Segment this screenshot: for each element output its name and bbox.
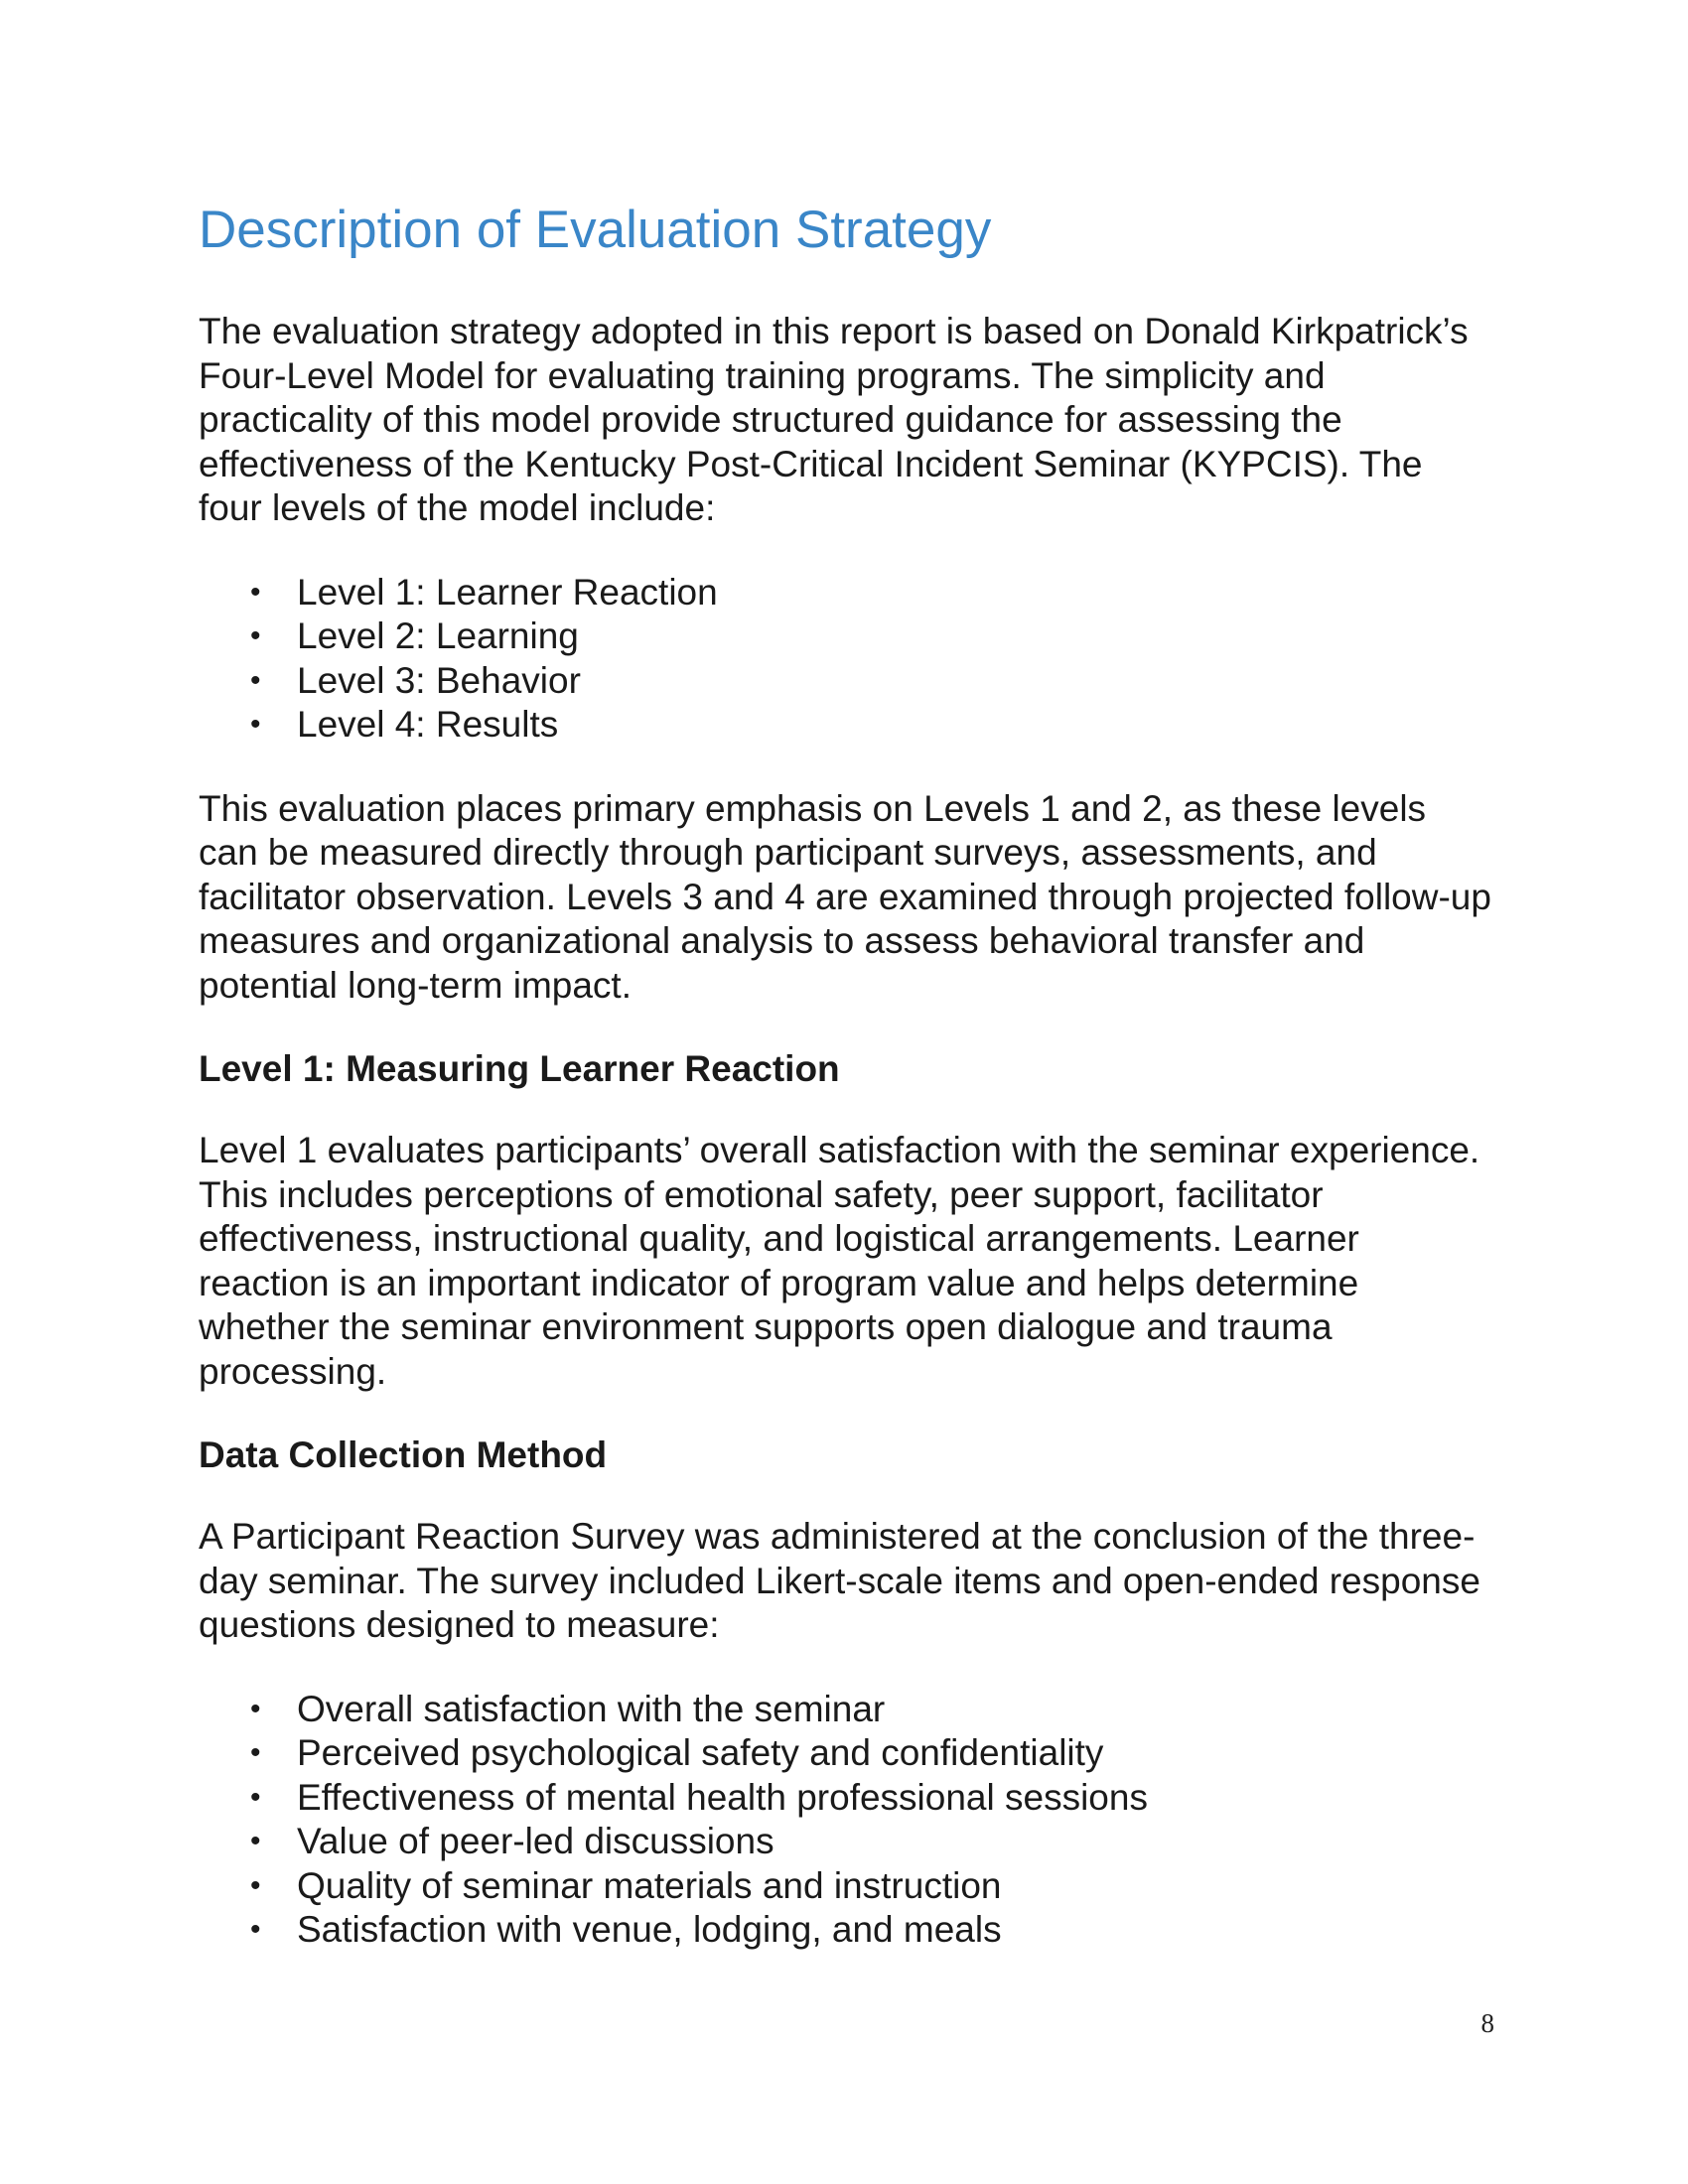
level1-heading: Level 1: Measuring Learner Reaction: [199, 1048, 840, 1089]
list-item: [199, 703, 1494, 748]
list-item: [199, 659, 1494, 704]
emphasis-paragraph: This evaluation places primary emphasis on Levels 1 and 2, as these levels can be measured directly through participant surveys, assessments, and facilitator observation. Levels 3 and 4 are examined through projected follow-up measures and organizational analysis to assess behavioral transfer and potential long-term impact.: [199, 787, 1491, 1006]
bullet-icon: •: [250, 1868, 261, 1902]
list-item: [199, 1688, 1494, 1732]
list-item-text: Level 3: Behavior: [297, 659, 581, 701]
list-item-text: Value of peer-led discussions: [297, 1821, 774, 1861]
bullet-icon: •: [250, 663, 261, 697]
list-item: [199, 1908, 1494, 1953]
bullet-icon: •: [250, 1780, 261, 1814]
list-item-text: Level 1: Learner Reaction: [297, 571, 718, 613]
list-item-text: Perceived psychological safety and confidentiality: [297, 1732, 1104, 1773]
list-item-text: Level 2: Learning: [297, 615, 579, 656]
bullet-icon: •: [250, 1913, 261, 1946]
level1-paragraph: Level 1 evaluates participants’ overall satisfaction with the seminar experience. This includes perceptions of emotional safety, peer support, facilitator effectiveness, instructional quality, and logistical arrangements. Learner reaction is an important indicator of program value and helps determine whether the seminar environment supports open dialogue and trauma processing.: [199, 1130, 1480, 1392]
bullet-icon: •: [250, 1736, 261, 1769]
list-item-text: Effectiveness of mental health professional sessions: [297, 1776, 1148, 1818]
data-collection-paragraph: A Participant Reaction Survey was administered at the conclusion of the three-day seminar. The survey included Likert-scale items and open-ended response questions designed to measure:: [199, 1516, 1480, 1645]
list-item: [199, 1731, 1494, 1776]
list-item: [199, 1820, 1494, 1864]
bullet-icon: •: [250, 708, 261, 741]
list-item: [199, 1864, 1494, 1909]
list-item: [199, 614, 1494, 659]
page-number: 8: [1480, 2008, 1494, 2038]
levels-list: [199, 571, 1494, 748]
list-item-text: Level 4: Results: [297, 704, 559, 745]
bullet-icon: •: [250, 619, 261, 652]
bullet-icon: •: [250, 1692, 261, 1725]
list-item-text: Quality of seminar materials and instruction: [297, 1864, 1002, 1906]
page-content: [199, 199, 1494, 1992]
list-item: [199, 1776, 1494, 1821]
list-item-text: Satisfaction with venue, lodging, and meals: [297, 1909, 1002, 1950]
bullet-icon: •: [250, 1825, 261, 1857]
survey-items-list: [199, 1688, 1494, 1953]
list-item-text: Overall satisfaction with the seminar: [297, 1688, 886, 1729]
page-title: Description of Evaluation Strategy: [199, 201, 992, 259]
list-item: [199, 571, 1494, 615]
bullet-icon: •: [250, 575, 261, 609]
data-collection-heading: Data Collection Method: [199, 1434, 608, 1475]
intro-paragraph: The evaluation strategy adopted in this report is based on Donald Kirkpatrick’s Four-Level Model for evaluating training programs. The simplicity and practicality of this model provide structured guidance for assessing the effectiveness of the Kentucky Post-Critical Incident Seminar (KYPCIS). The four levels of the model include:: [199, 311, 1469, 528]
